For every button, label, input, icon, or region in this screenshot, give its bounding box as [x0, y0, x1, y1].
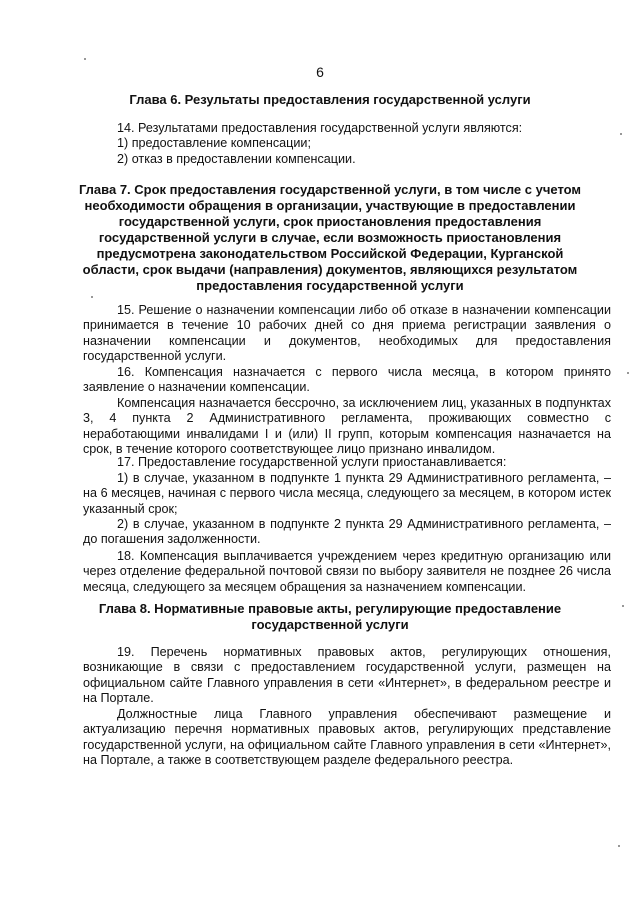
list-item-2: 2) отказ в предоставлении компенсации.: [117, 151, 356, 166]
paragraph-17-item-1: 1) в случае, указанном в подпункте 1 пункта 29 Административного регламента, – на 6 месяцев, начиная с первого числа месяца, следующего за месяцем, в котором истек указанный срок;: [83, 471, 611, 516]
paragraph-14: 14. Результатами предоставления государственной услуги являются:: [117, 121, 523, 135]
scan-speck: [622, 605, 624, 607]
chapter-7-heading: Глава 7. Срок предоставления государственной услуги, в том числе с учетом необходимости обращения в организации, участвующие в предоставлении государственной услуги, срок приостановления предоставления государственной услуги в случае, если возможность приостановления предусмотрена законодательством Российской Федерации, Курганской области, срок выдачи (направления) документов, являющихся результатом предоставления государственной услуги: [78, 182, 582, 293]
paragraph-15: 15. Решение о назначении компенсации либо об отказе в назначении компенсации принимается в течение 10 рабочих дней со дня приема регистрации заявления о назначении компенсации и документов, необходимых для предоставления государственной услуги.: [83, 303, 611, 364]
chapter-8-heading: Глава 8. Нормативные правовые акты, регулирующие предоставление государственной услуги: [98, 601, 562, 632]
chapter-6-heading: Глава 6. Результаты предоставления государственной услуги: [129, 92, 531, 107]
chapter-6-list: [117, 121, 597, 167]
list-item-1: 1) предоставление компенсации;: [117, 136, 311, 151]
scan-speck: [620, 133, 622, 135]
paragraph-18: 18. Компенсация выплачивается учреждением через кредитную организацию или через отделение федеральной почтовой связи по выбору заявителя не позднее 26 числа месяца, следующего за месяцем обращения за назначением компенсации.: [83, 549, 611, 594]
paragraph-17: 17. Предоставление государственной услуги приостанавливается:: [117, 455, 507, 469]
paragraph-19: 19. Перечень нормативных правовых актов, регулирующих отношения, возникающие в связи с предоставлением государственной услуги, размещен на официальном сайте Главного управления в сети «Интернет», в федеральном реестре и на Портале.: [83, 645, 611, 706]
paragraph-17-item-2: 2) в случае, указанном в подпункте 2 пункта 29 Административного регламента, – до погашения задолженности.: [83, 517, 611, 547]
paragraph-19-continued: Должностные лица Главного управления обеспечивают размещение и актуализацию перечня нормативных правовых актов, регулирующих представление государственной услуги, на официальном сайте Главного управления в сети «Интернет», на Портале, а также в соответствующем разделе федерального реестра.: [83, 707, 611, 768]
scan-speck: [91, 296, 93, 298]
scan-speck: [618, 845, 620, 847]
scan-speck: [627, 372, 629, 374]
paragraph-16-continued: Компенсация назначается бессрочно, за исключением лиц, указанных в подпунктах 3, 4 пункта 2 Административного регламента, проживающих совместно с неработающими инвалидами I и (или) II групп, которым компенсация назначается на срок, в течение которого соответствующее лицо признано инвалидом.: [83, 396, 611, 457]
paragraph-16: 16. Компенсация назначается с первого числа месяца, в котором принято заявление о назначении компенсации.: [83, 365, 611, 395]
page-number: 6: [316, 64, 324, 80]
scan-speck: [84, 58, 86, 60]
